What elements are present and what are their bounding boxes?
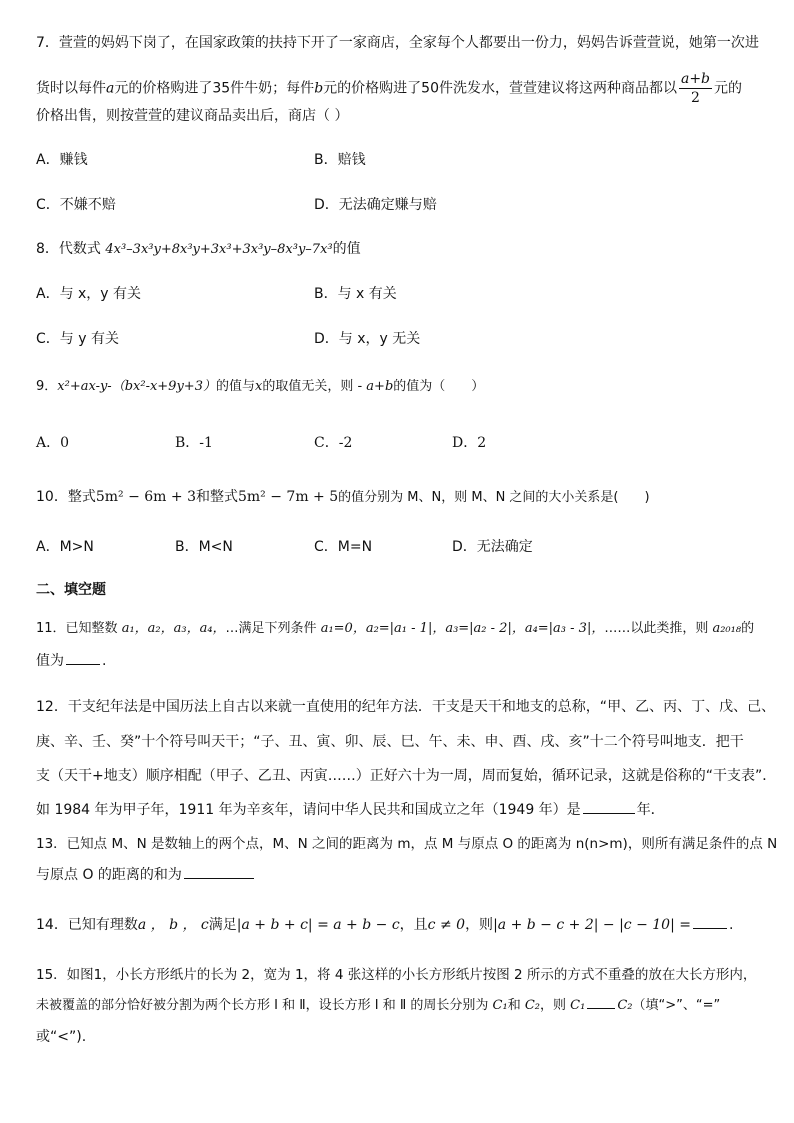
q9-option-c[interactable]: C．-2 (314, 435, 353, 451)
q8-stem (36, 239, 758, 260)
q15-c2: C₂ (524, 998, 541, 1013)
q9-option-b[interactable]: B．-1 (175, 435, 213, 451)
q15-line-2 (36, 996, 758, 1016)
q14-vars: a ， b ， c (137, 917, 209, 933)
q14-text: 满足 (208, 917, 237, 933)
q12-line-4 (36, 800, 758, 820)
q11-text: ……以此类推，则 (604, 621, 713, 636)
q15-c1: C₁ (492, 998, 508, 1013)
q12-line-2: 庚、辛、壬、癸”十个符号叫天干；“子、丑、寅、卯、辰、巳、午、未、申、酉、戌、亥”十二个符号叫地支．把干 (36, 734, 744, 750)
q9-expression: x²+ax-y-（bx²-x+9y+3） (57, 379, 216, 394)
q7-fraction (679, 70, 712, 107)
q8-option-d[interactable]: D．与 x，y 无关 (314, 331, 421, 347)
q7-line-2 (36, 70, 758, 107)
q15-c1: C₁ (570, 998, 586, 1013)
q10-option-a[interactable]: A．M>N (36, 539, 94, 555)
q14-condition: |a + b + c| = a + b − c (236, 917, 400, 933)
q9-expression-2: a+b (366, 379, 394, 394)
q11-term: a₂₀₁₈ (712, 621, 742, 636)
q10-text: 和整式 (195, 489, 238, 505)
q11-text: …满足下列条件 (225, 621, 321, 636)
q9-var-x: x (254, 379, 263, 394)
q10-option-d[interactable]: D．无法确定 (452, 539, 533, 555)
q7-var-b: b (314, 80, 324, 97)
q15-text: （填“>”、“=” (632, 998, 721, 1013)
q10-option-b[interactable]: B．M<N (175, 539, 233, 555)
q12-text: 年． (636, 802, 665, 818)
q15-text: 和 (507, 998, 525, 1013)
q8-text: 8．代数式 (36, 241, 106, 257)
q14-condition-2: c ≠ 0 (427, 917, 466, 933)
q11-text: . (102, 653, 107, 669)
q11-conditions: a₁=0，a₂=|a₁ - 1|，a₃=|a₂ - 2|，a₄=|a₃ - 3|， (320, 621, 605, 636)
q9-option-d[interactable]: D．2 (452, 435, 487, 451)
q15-text: ，则 (540, 998, 571, 1013)
q15-text: 未被覆盖的部分恰好被分割为两个长方形 Ⅰ 和 Ⅱ，设长方形 Ⅰ 和 Ⅱ 的周长分别为 (36, 998, 493, 1013)
q7-option-d[interactable]: D．无法确定赚与赔 (314, 197, 437, 213)
q7-option-b[interactable]: B．赔钱 (314, 152, 366, 168)
q10-stem (36, 487, 758, 508)
section-title: 二、填空题 (36, 582, 106, 598)
q9-option-a[interactable]: A．0 (36, 435, 70, 451)
q11-sequence: a₁，a₂，a₃，a₄， (121, 621, 226, 636)
fraction-numerator: a+b (680, 71, 711, 87)
q7-option-a[interactable]: A．赚钱 (36, 152, 88, 168)
q11-text: 值为 (36, 653, 64, 669)
q14-stem (36, 915, 758, 935)
q11-text: 的 (741, 621, 755, 636)
q14-text: . (728, 917, 734, 933)
q8-option-b[interactable]: B．与 x 有关 (314, 286, 397, 302)
q15-line-1: 15．如图1，小长方形纸片的长为 2，宽为 1，将 4 张这样的小长方形纸片按图 2 所示的方式不重叠的放在大长方形内， (36, 967, 757, 983)
q12-text: 如 1984 年为甲子年，1911 年为辛亥年，请问中华人民共和国成立之年（1949 年）是 (36, 802, 581, 818)
q8-option-c[interactable]: C．与 y 有关 (36, 331, 119, 347)
q14-text: ，则 (465, 917, 494, 933)
answer-blank[interactable] (587, 1007, 615, 1009)
q8-expression: 4x³–3x³y+8x³y+3x³+3x³y–8x³y–7x³ (105, 242, 333, 257)
q11-text: 11．已知整数 (36, 621, 122, 636)
answer-blank[interactable] (66, 663, 100, 665)
q7-text: 元的 (714, 80, 743, 97)
q8-text: 的值 (332, 241, 361, 257)
q9-text: 的取值无关，则 - (262, 379, 367, 394)
q15-c2: C₂ (617, 998, 633, 1013)
q10-text: 的值分别为 M、N，则 M、N 之间的大小关系是( ) (338, 490, 650, 505)
q9-stem (36, 377, 758, 397)
q14-text: ，且 (399, 917, 428, 933)
answer-blank[interactable] (583, 812, 635, 814)
q7-text: 货时以每件 (36, 80, 106, 97)
q7-text: 元的价格购进了50件洗发水，萱萱建议将这两种商品都以 (323, 80, 677, 97)
fraction-denominator: 2 (691, 90, 700, 106)
q9-text: 的值为（ ） (393, 379, 485, 394)
q9-text: 9． (36, 379, 58, 394)
q13-text: 与原点 O 的距离的和为 (36, 867, 182, 883)
q10-expression-2: 5m² − 7m + 5 (237, 489, 339, 505)
q14-expression: |a + b − c + 2| − |c − 10| = (493, 917, 691, 933)
q12-line-3: 支（天干+地支）顺序相配（甲子、乙丑、丙寅……）正好六十为一周，周而复始，循环记录，这就是俗称的“干支表”． (36, 768, 777, 784)
q13-line-1: 13．已知点 M、N 是数轴上的两个点，M、N 之间的距离为 m，点 M 与原点 O 的距离为 n(n>m)，则所有满足条件的点 N (36, 836, 778, 852)
q7-option-c[interactable]: C．不嫌不赔 (36, 197, 116, 213)
q10-expression-1: 5m² − 6m + 3 (95, 489, 196, 505)
answer-blank[interactable] (184, 877, 254, 879)
q14-text: 14．已知有理数 (36, 917, 138, 933)
q7-var-a: a (106, 80, 115, 97)
q11-line-2 (36, 651, 758, 671)
answer-blank[interactable] (693, 927, 727, 929)
q8-option-a[interactable]: A．与 x，y 有关 (36, 286, 142, 302)
q7-line-3: 价格出售，则按萱萱的建议商品卖出后，商店（ ） (36, 108, 349, 124)
q7-line-1: 7．萱萱的妈妈下岗了，在国家政策的扶持下开了一家商店，全家每个人都要出一份力，妈妈告诉萱萱说，她第一次进 (36, 35, 759, 51)
q13-line-2 (36, 865, 758, 885)
q11-line-1 (36, 619, 758, 639)
q10-text: 10．整式 (36, 489, 96, 505)
q15-line-3: 或“<”). (36, 1029, 87, 1045)
q12-line-1: 12．干支纪年法是中国历法上自古以来就一直使用的纪年方法．干支是天干和地支的总称，“甲、乙、丙、丁、戊、己、 (36, 699, 776, 715)
q7-text: 元的价格购进了35件牛奶；每件 (114, 80, 315, 97)
q9-text: 的值与 (215, 379, 255, 394)
q10-option-c[interactable]: C．M=N (314, 539, 373, 555)
